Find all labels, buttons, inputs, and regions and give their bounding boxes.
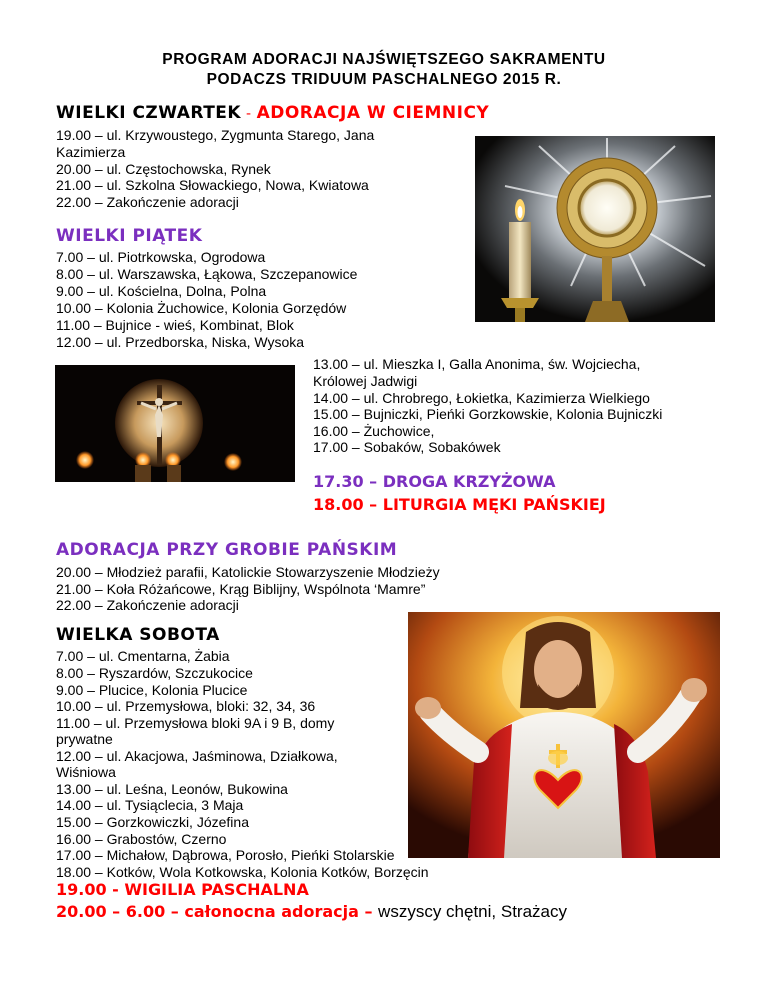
- czwartek-title: WIELKI CZWARTEK: [56, 103, 242, 123]
- sobota-line: 7.00 – ul. Cmentarna, Żabia: [56, 648, 230, 664]
- sobota-line: Wiśniowa: [56, 764, 116, 780]
- page-title-line2: PODACZS TRIDUUM PASCHALNEGO 2015 R.: [206, 71, 562, 88]
- piatek-line2: 15.00 – Bujniczki, Pieńki Gorzkowskie, Kolonia Bujniczki: [313, 406, 663, 422]
- monstrance-image: [475, 136, 715, 322]
- sobota-line: 15.00 – Gorzkowiczki, Józefina: [56, 814, 249, 830]
- piatek-line2: Królowej Jadwigi: [313, 373, 418, 389]
- sobota-line: 12.00 – ul. Akacjowa, Jaśminowa, Działkowa,: [56, 748, 338, 764]
- piatek-line: 9.00 – ul. Kościelna, Dolna, Polna: [56, 283, 267, 299]
- calonocna-adoracja: [56, 902, 567, 922]
- monstrance-icon: [475, 136, 715, 322]
- sobota-line: 8.00 – Ryszardów, Szczukocice: [56, 665, 253, 681]
- piatek-line2: 13.00 – ul. Mieszka I, Galla Anonima, św. Wojciecha,: [313, 356, 641, 372]
- calonocna-participants: wszyscy chętni, Strażacy: [378, 902, 567, 921]
- sobota-line: 16.00 – Grabostów, Czerno: [56, 831, 227, 847]
- sobota-line: 9.00 – Plucice, Kolonia Plucice: [56, 682, 248, 698]
- liturgia-meki-panskiej: 18.00 – LITURGIA MĘKI PAŃSKIEJ: [313, 495, 606, 514]
- sobota-line: 10.00 – ul. Przemysłowa, bloki: 32, 34, 36: [56, 698, 316, 714]
- wigilia-paschalna: 19.00 - WIGILIA PASCHALNA: [56, 880, 309, 899]
- czwartek-line: 21.00 – ul. Szkolna Słowackiego, Nowa, Kwiatowa: [56, 177, 369, 193]
- crucifix-icon: [55, 365, 295, 482]
- sobota-line: 13.00 – ul. Leśna, Leonów, Bukowina: [56, 781, 288, 797]
- grob-line: 22.00 – Zakończenie adoracji: [56, 597, 239, 613]
- grob-line: 20.00 – Młodzież parafii, Katolickie Stowarzyszenie Młodzieży: [56, 564, 440, 580]
- sacred-heart-image: [408, 612, 720, 858]
- sobota-line: 17.00 – Michałow, Dąbrowa, Porosło, Pieńki Stolarskie: [56, 847, 395, 863]
- czwartek-line: 19.00 – ul. Krzywoustego, Zygmunta Starego, Jana: [56, 127, 375, 143]
- sobota-line: prywatne: [56, 731, 113, 747]
- crucifix-image: [55, 365, 295, 482]
- page-title-line1: PROGRAM ADORACJI NAJŚWIĘTSZEGO SAKRAMENTU: [162, 51, 606, 68]
- piatek-line2: 17.00 – Sobaków, Sobakówek: [313, 439, 501, 455]
- czwartek-heading: [56, 103, 489, 123]
- piatek-line: 8.00 – ul. Warszawska, Łąkowa, Szczepanowice: [56, 266, 358, 282]
- grob-heading: ADORACJA PRZY GROBIE PAŃSKIM: [56, 540, 398, 560]
- sobota-line: 14.00 – ul. Tysiąclecia, 3 Maja: [56, 797, 244, 813]
- piatek-line2: 14.00 – ul. Chrobrego, Łokietka, Kazimierza Wielkiego: [313, 390, 650, 406]
- piatek-line2: 16.00 – Żuchowice,: [313, 423, 435, 439]
- piatek-line: 12.00 – ul. Przedborska, Niska, Wysoka: [56, 334, 305, 350]
- czwartek-subheading: ADORACJA W CIEMNICY: [256, 103, 490, 123]
- czwartek-line: 22.00 – Zakończenie adoracji: [56, 194, 239, 210]
- sobota-heading: WIELKA SOBOTA: [56, 625, 220, 645]
- droga-krzyzowa: 17.30 – DROGA KRZYŻOWA: [313, 472, 556, 491]
- piatek-line: 10.00 – Kolonia Żuchowice, Kolonia Gorzędów: [56, 300, 347, 316]
- sobota-line: 11.00 – ul. Przemysłowa bloki 9A i 9 B, domy: [56, 715, 335, 731]
- sobota-line: 18.00 – Kotków, Wola Kotkowska, Kolonia Kotków, Borzęcin: [56, 864, 429, 880]
- czwartek-line: 20.00 – ul. Częstochowska, Rynek: [56, 161, 271, 177]
- piatek-line: 7.00 – ul. Piotrkowska, Ogrodowa: [56, 249, 266, 265]
- piatek-line: 11.00 – Bujnice - wieś, Kombinat, Blok: [56, 317, 294, 333]
- calonocna-label: 20.00 – 6.00 – całonocna adoracja –: [56, 902, 379, 921]
- czwartek-line: Kazimierza: [56, 144, 126, 160]
- sacred-heart-icon: [408, 612, 720, 858]
- grob-line: 21.00 – Koła Różańcowe, Krąg Biblijny, Wspólnota ‘Mamre”: [56, 581, 426, 597]
- piatek-heading: WIELKI PIĄTEK: [56, 226, 203, 246]
- czwartek-separator: -: [241, 106, 257, 122]
